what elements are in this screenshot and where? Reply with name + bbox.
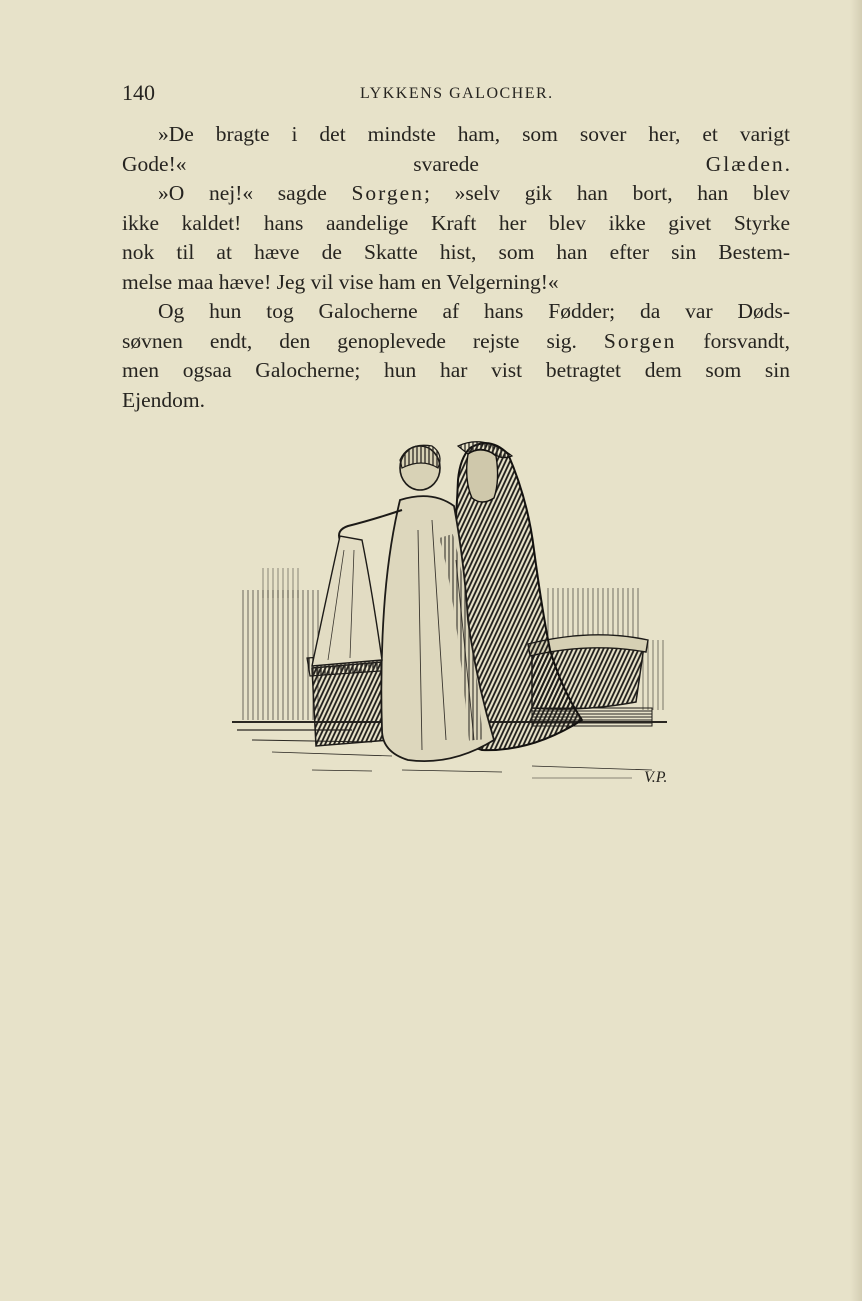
text-line: »De bragte i det mindste ham, som sover her, et varigt	[158, 122, 790, 146]
illustration-signature: V.P.	[644, 769, 668, 786]
body-text	[122, 120, 790, 415]
text-line: søvnen endt, den genoplevede rejste sig. Sorgen forsvandt,	[122, 328, 790, 353]
text-line: Ejendom.	[122, 387, 205, 412]
background-hatching-left	[242, 568, 322, 720]
page-edge-shadow	[850, 0, 862, 1301]
page-header	[122, 80, 790, 108]
character-name-glaeden: Glæden	[705, 151, 785, 176]
text-line: men ogsaa Galocherne; hun har vist betragtet dem som sin	[122, 358, 790, 382]
text-line: Og hun tog Galocherne af hans Fødder; da var Døds-	[158, 299, 790, 323]
text-line: melse maa hæve! Jeg vil vise ham en Velgerning!«	[122, 269, 559, 294]
text-line: ikke kaldet! hans aandelige Kraft her blev ikke givet Styrke	[122, 210, 790, 235]
character-name-sorgen: Sorgen	[603, 328, 677, 353]
page-number: 140	[122, 80, 155, 105]
character-name-sorgen: Sorgen	[351, 181, 424, 205]
engraving-illustration	[232, 440, 672, 786]
running-head: LYKKENS GALOCHER.	[360, 85, 554, 102]
text-line: nok til at hæve de Skatte hist, som han efter sin Bestem-	[122, 240, 790, 264]
text-line: »O nej!« sagde Sorgen; »selv gik han bort, han blev	[158, 181, 790, 205]
text-line: Gode!« svarede Glæden.	[122, 151, 790, 176]
